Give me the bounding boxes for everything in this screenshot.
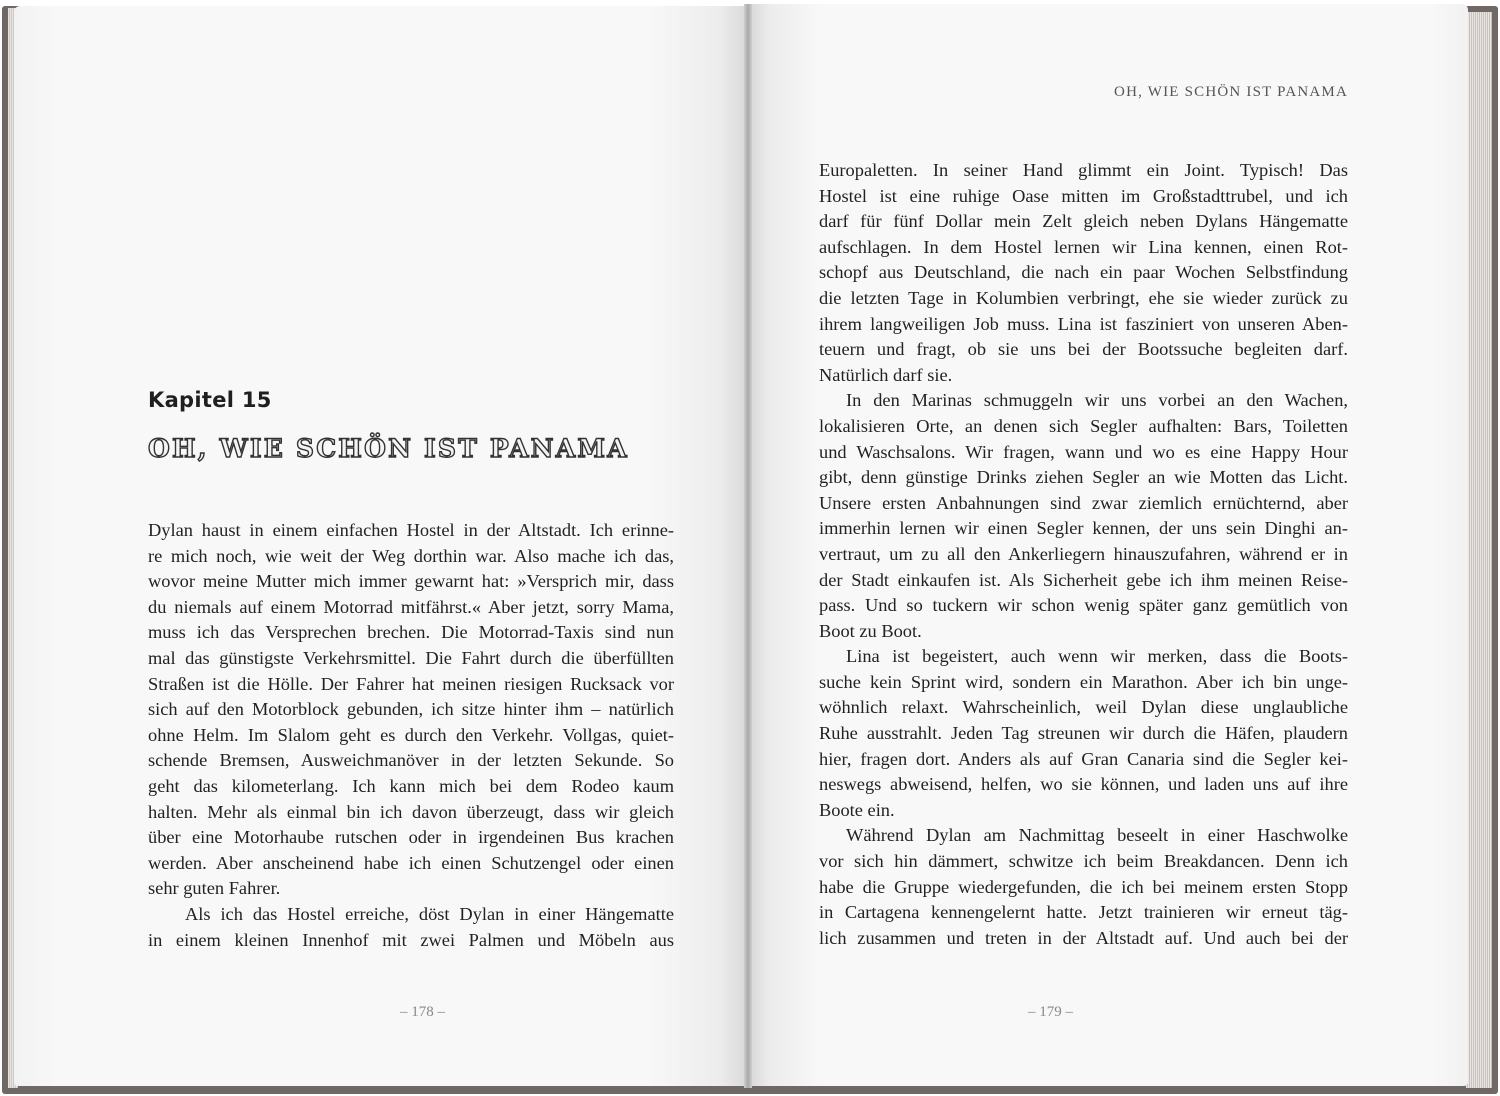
body-line: muss ich das Versprechen brechen. Die Motorrad-Taxis sind nun [148,622,674,643]
body-line: hier, fragen dort. Anders als auf Gran Canaria sind die Segler kei- [819,748,1348,769]
body-line: Dylan haust in einem einfachen Hostel in der Altstadt. Ich erinne- [148,520,674,540]
body-line: Ruhe ausstrahlt. Jeden Tag streunen wir durch die Häfen, plaudern [819,723,1348,744]
book-gutter [744,4,752,1088]
body-line: vertraut, um zu all den Ankerliegern hinauszufahren, während er in [819,543,1348,564]
body-line: schopf aus Deutschland, die nach ein paar Wochen Selbstfindung [819,262,1348,283]
body-line: lich zusammen und treten in der Altstadt auf. Und auch bei der [819,927,1348,948]
body-line: neswegs abweisend, helfen, wo sie können, und laden uns auf ihre [819,774,1348,795]
body-line: In den Marinas schmuggeln wir uns vorbei an den Wachen, [846,390,1348,411]
body-line: pass. Und so tuckern wir schon wenig später ganz gemütlich von [819,595,1348,616]
body-line: geht das kilometerlang. Ich kann mich bei dem Rodeo kaum [148,775,674,796]
body-line: sich auf den Motorblock gebunden, ich sitze hinter ihm – natürlich [148,699,674,720]
body-line: Boote ein. [819,799,895,820]
body-line: mal das günstigste Verkehrsmittel. Die Fahrt durch die überfüllten [148,647,674,668]
body-line: und Waschsalons. Wir fragen, wann und wo es eine Happy Hour [819,441,1348,462]
body-line: Als ich das Hostel erreiche, döst Dylan in einer Hängematte [185,903,674,924]
body-line: habe die Gruppe wiedergefunden, die ich bei meinem ersten Stopp [819,876,1348,897]
body-line: die letzten Tage in Kolumbien verbringt, ehe sie wieder zurück zu [819,287,1348,308]
page-number-left: – 178 – [400,1004,445,1020]
body-line: Während Dylan am Nachmittag beseelt in einer Haschwolke [846,825,1348,846]
body-line: Natürlich darf sie. [819,364,953,385]
body-line: Hostel ist eine ruhige Oase mitten im Großstadttrubel, und ich [819,185,1348,206]
body-line: teuern und fragt, ob sie uns bei der Bootssuche begleiten darf. [819,339,1348,360]
running-head: OH, WIE SCHÖN IST PANAMA [1114,84,1348,100]
body-line: immerhin lernen wir einen Segler kennen, der uns sein Dinghi an- [819,518,1348,539]
body-line: wöhnlich relaxt. Wahrscheinlich, weil Dylan diese unglaubliche [819,697,1348,718]
body-line: wovor meine Mutter mich immer gewarnt hat: »Versprich mir, dass [148,571,674,592]
body-line: Lina ist begeistert, auch wenn wir merken, dass die Boots- [846,646,1348,667]
body-line: in einem kleinen Innenhof mit zwei Palmen und Möbeln aus [148,929,674,950]
body-line: über eine Motorhaube rutschen oder in irgendeinen Bus krachen [148,827,674,848]
body-line: Europaletten. In seiner Hand glimmt ein Joint. Typisch! Das [819,160,1348,180]
chapter-label: Kapitel 15 [148,388,272,412]
body-line: ihrem langweiligen Job muss. Lina ist fasziniert von unseren Aben- [819,313,1348,334]
page-number-right: – 179 – [1028,1004,1073,1020]
left-page-body [148,518,674,953]
body-line: du niemals auf einem Motorrad mitfährst.« Aber jetzt, sorry Mama, [148,596,674,617]
chapter-title: OH, WIE SCHÖN IST PANAMA [148,434,629,463]
body-line: Straßen ist die Hölle. Der Fahrer hat meinen riesigen Rucksack vor [148,673,674,694]
body-line: sehr guten Fahrer. [148,878,281,899]
page-edges-right [1466,12,1492,1088]
body-line: Boot zu Boot. [819,620,922,641]
body-line: schende Bremsen, Ausweichmanöver in der letzten Sekunde. So [148,750,674,771]
body-line: werden. Aber anscheinend habe ich einen Schutzengel oder einen [148,852,674,873]
body-line: ohne Helm. Im Slalom geht es durch den Verkehr. Vollgas, quiet- [148,724,674,745]
body-line: der Stadt einkaufen ist. Als Sicherheit gebe ich ihm meinen Reise- [819,569,1348,590]
right-page-body [819,158,1348,951]
body-line: darf für fünf Dollar mein Zelt gleich neben Dylans Hängematte [819,211,1348,232]
body-line: gibt, denn günstige Drinks ziehen Segler an wie Motten das Licht. [819,467,1348,488]
body-line: suche kein Sprint wird, sondern ein Marathon. Aber ich bin unge- [819,671,1348,692]
body-line: halten. Mehr als einmal bin ich davon überzeugt, dass wir gleich [148,801,674,822]
body-line: aufschlagen. In dem Hostel lernen wir Lina kennen, einen Rot- [819,236,1348,257]
body-line: in Cartagena kennengelernt hatte. Jetzt trainieren wir erneut täg- [819,902,1348,923]
body-line: vor sich hin dämmert, schwitze ich beim Breakdancen. Denn ich [819,851,1348,872]
body-line: Unsere ersten Anbahnungen sind zwar ziemlich ernüchternd, aber [819,492,1348,513]
body-line: lokalisieren Orte, an denen sich Segler aufhalten: Bars, Toiletten [819,415,1348,436]
body-line: re mich noch, wie weit der Weg dorthin war. Also mache ich das, [148,545,674,566]
